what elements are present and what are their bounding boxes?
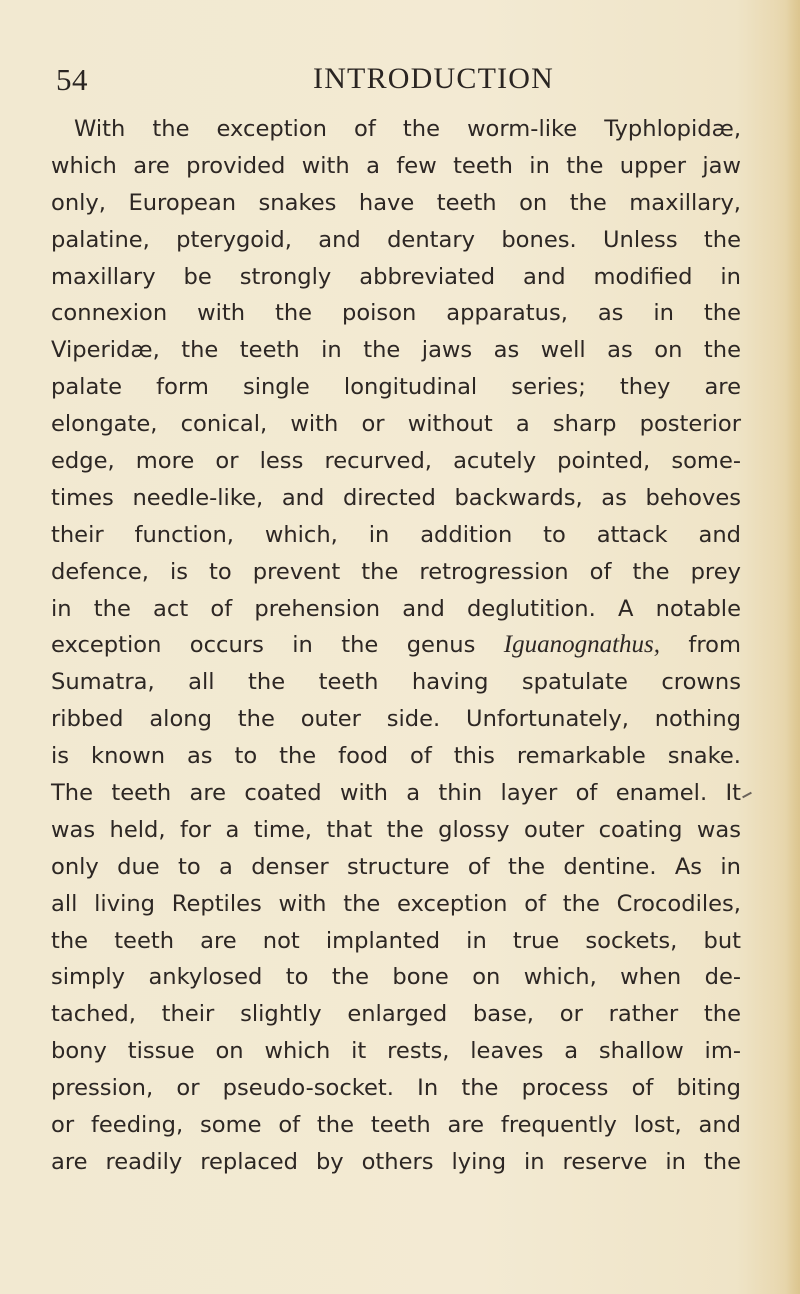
text-line: edge, more or less recurved, acutely pointed, some-	[51, 448, 741, 475]
text-line: simply ankylosed to the bone on which, when de-	[51, 964, 741, 991]
text-line: are readily replaced by others lying in reserve in the	[51, 1148, 741, 1175]
line-text-after: from	[688, 632, 741, 659]
text-line: tached, their slightly enlarged base, or rather the	[51, 1001, 741, 1028]
text-line: ribbed along the outer side. Unfortunately, nothing	[51, 706, 741, 733]
text-line: only due to a denser structure of the dentine. As in	[51, 853, 741, 880]
body-paragraph	[51, 111, 741, 1181]
margin-ink-mark	[742, 792, 752, 798]
text-line: elongate, conical, with or without a sharp posterior	[51, 411, 741, 438]
text-line: The teeth are coated with a thin layer of enamel. It	[51, 780, 741, 807]
text-line: palate form single longitudinal series; they are	[51, 374, 741, 401]
text-line: connexion with the poison apparatus, as in the	[51, 300, 741, 327]
running-head: INTRODUCTION	[313, 62, 555, 95]
text-line: Viperidæ, the teeth in the jaws as well as on the	[51, 337, 741, 364]
text-line-with-genus	[51, 627, 741, 664]
text-line: bony tissue on which it rests, leaves a shallow im-	[51, 1038, 741, 1065]
text-line: times needle-like, and directed backwards, as behoves	[51, 484, 741, 511]
page-header	[0, 62, 800, 102]
genus-name-italic: Iguanognathus,	[503, 631, 660, 659]
text-line: all living Reptiles with the exception of the Crocodiles,	[51, 890, 741, 917]
text-line: pression, or pseudo-socket. In the process of biting	[51, 1075, 741, 1102]
text-line: their function, which, in addition to attack and	[51, 521, 741, 548]
text-line: in the act of prehension and deglutition. A notable	[51, 595, 741, 622]
page-number: 54	[56, 62, 88, 97]
text-line: palatine, pterygoid, and dentary bones. Unless the	[51, 226, 741, 253]
text-line: only, European snakes have teeth on the maxillary,	[51, 189, 741, 216]
text-line: or feeding, some of the teeth are frequently lost, and	[51, 1112, 741, 1139]
line-text-before: exception occurs in the genus	[51, 632, 476, 659]
text-line: defence, is to prevent the retrogression of the prey	[51, 558, 741, 585]
text-line: Sumatra, all the teeth having spatulate crowns	[51, 669, 741, 696]
text-line: is known as to the food of this remarkable snake.	[51, 743, 741, 770]
page-edge-stain	[786, 0, 800, 1294]
text-line: was held, for a time, that the glossy outer coating was	[51, 816, 741, 843]
text-line: With the exception of the worm-like Typhlopidæ,	[74, 116, 741, 142]
text-line: which are provided with a few teeth in the upper jaw	[51, 152, 741, 179]
text-line: the teeth are not implanted in true sockets, but	[51, 927, 741, 954]
text-line: maxillary be strongly abbreviated and modified in	[51, 263, 741, 290]
